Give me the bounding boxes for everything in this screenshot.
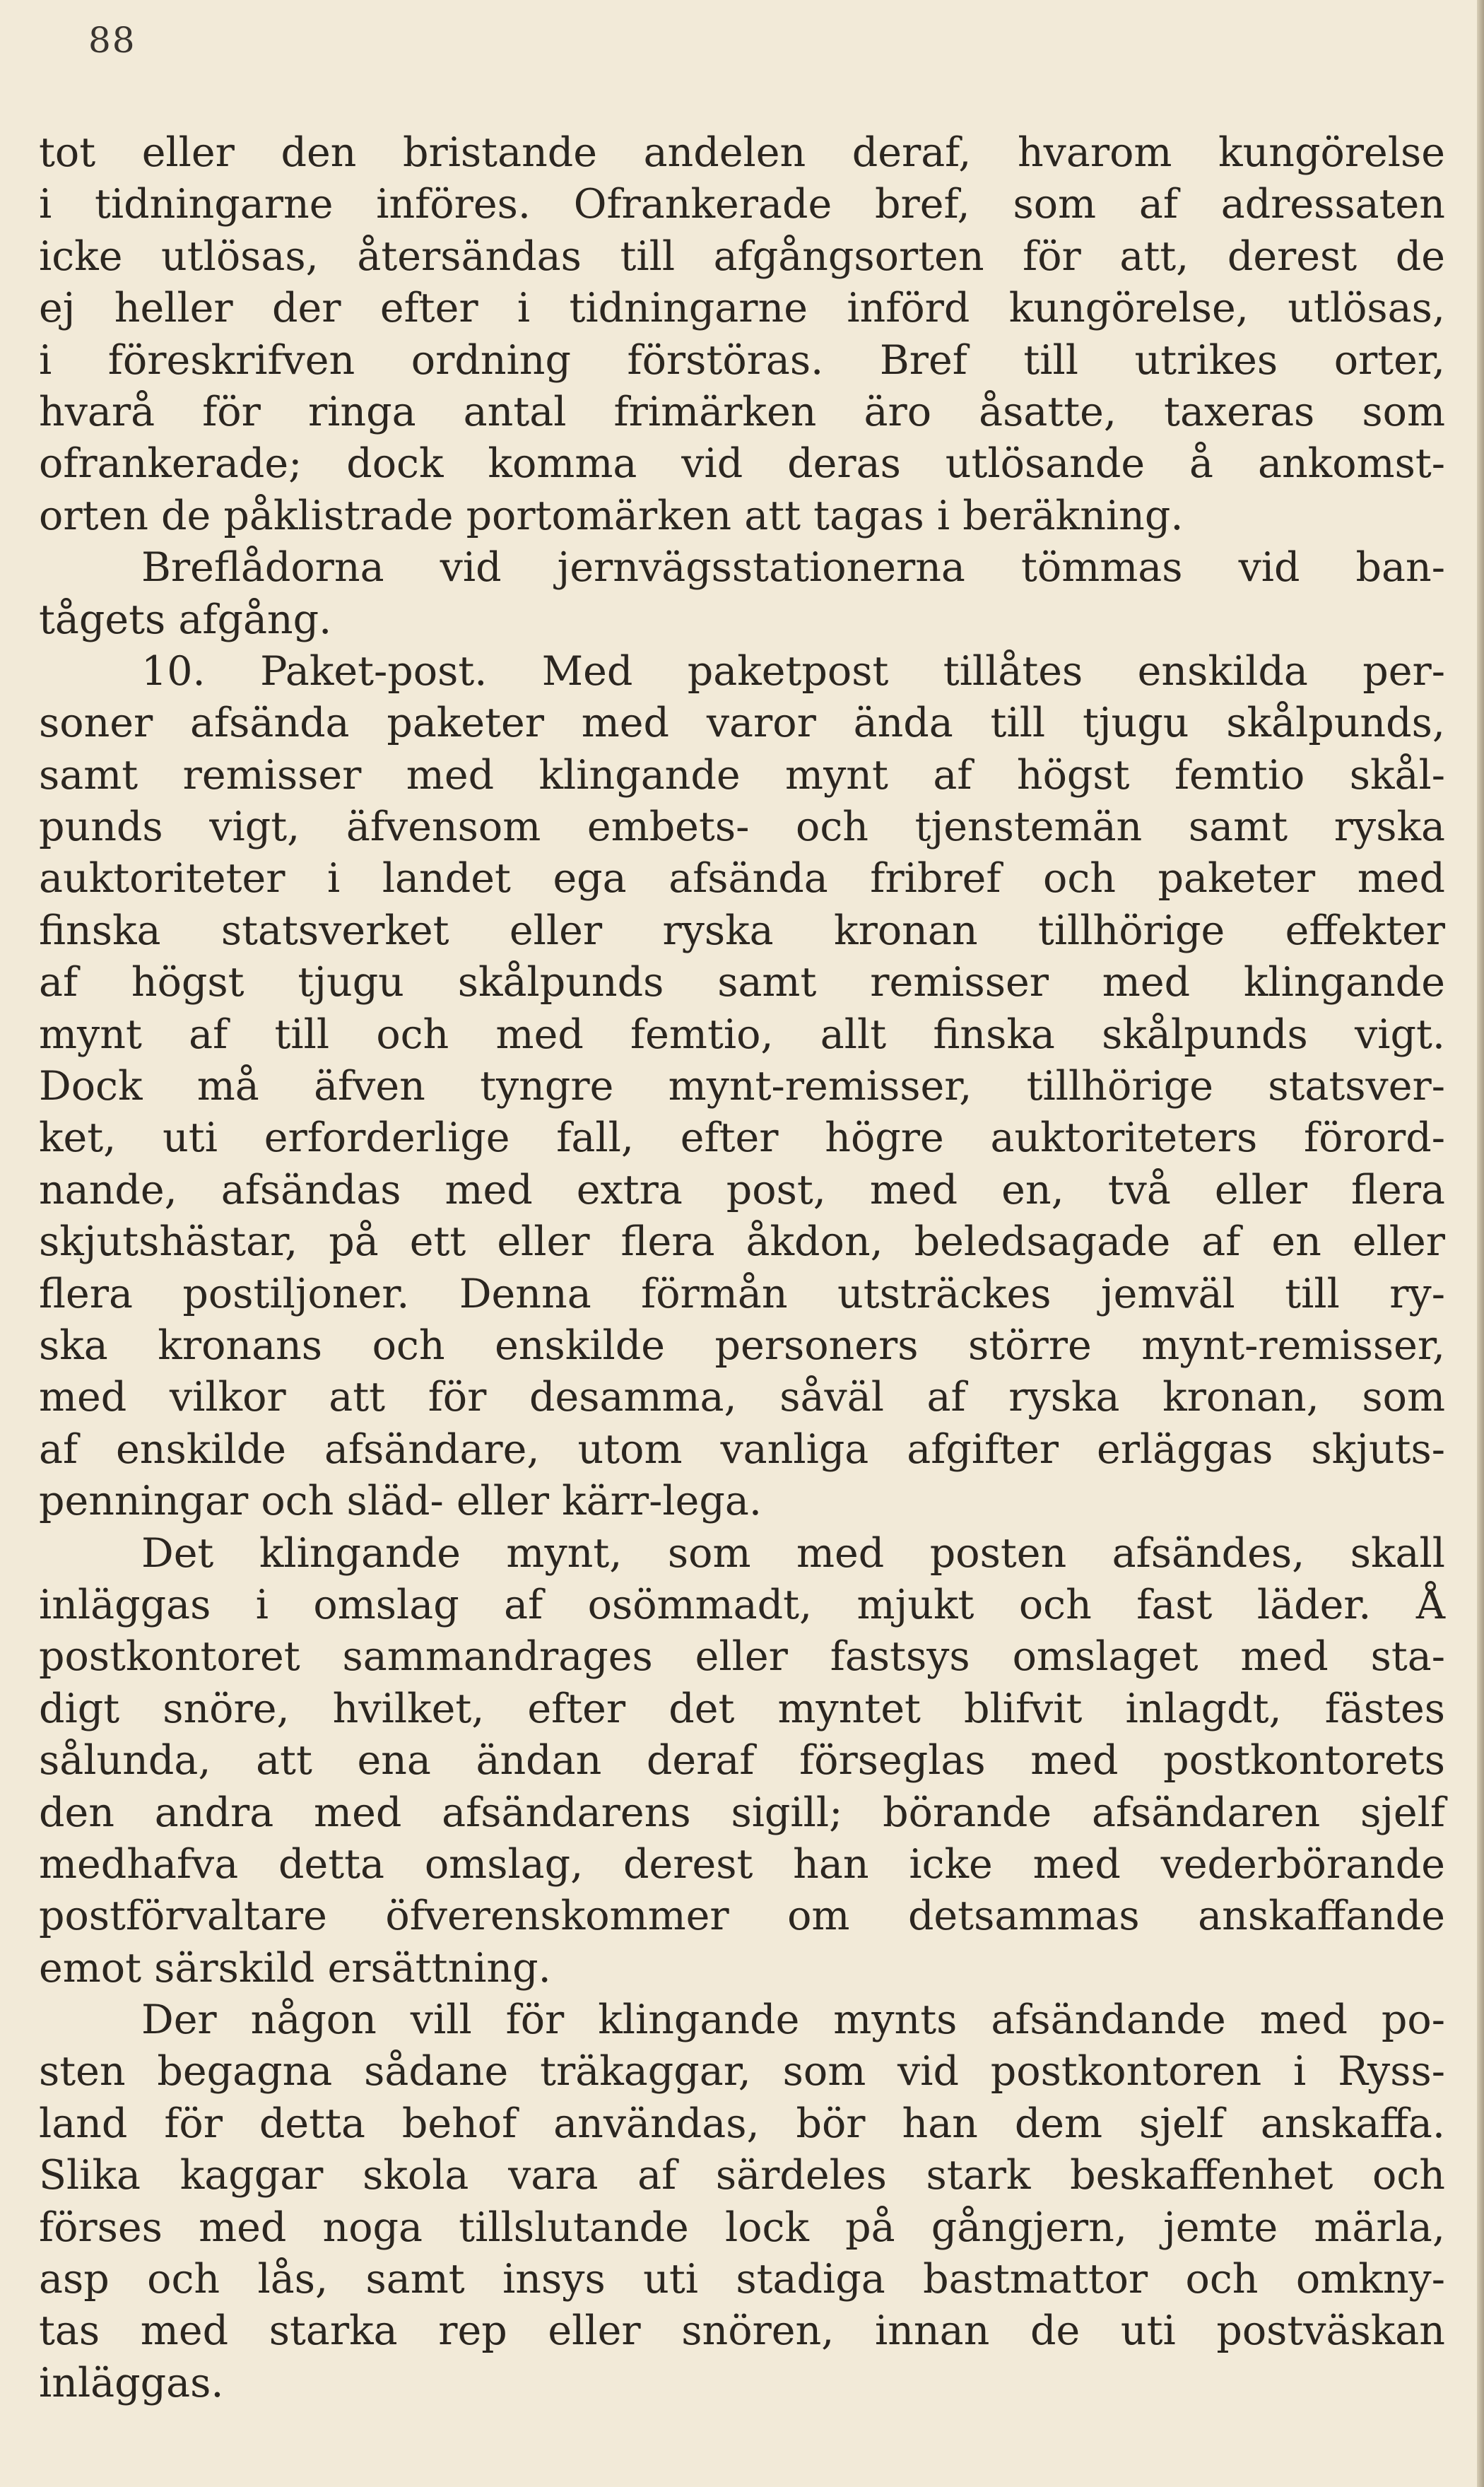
text-line: tot eller den bristande andelen deraf, hvarom kungörelse bbox=[39, 129, 1445, 176]
text-line: orten de påklistrade portomärken att tagas i beräkning. bbox=[39, 492, 1184, 539]
text-line: förses med noga tillslutande lock på gångjern, jemte märla, bbox=[39, 2204, 1445, 2251]
text-line: Slika kaggar skola vara af särdeles stark beskaffenhet och bbox=[39, 2152, 1445, 2199]
text-line: af enskilde afsändare, utom vanliga afgifter erläggas skjuts- bbox=[39, 1425, 1445, 1473]
body-text bbox=[39, 127, 1445, 2409]
text-line: penningar och släd- eller kärr-lega. bbox=[39, 1478, 762, 1525]
text-line: ej heller der efter i tidningarne införd kungörelse, utlösas, bbox=[39, 285, 1445, 332]
text-line: af högst tjugu skålpunds samt remisser med klingande bbox=[39, 959, 1445, 1006]
text-line: Breflådorna vid jernvägsstationerna tömmas vid ban- bbox=[141, 544, 1445, 592]
text-line: punds vigt, äfvensom embets- och tjenstemän samt ryska bbox=[39, 804, 1445, 851]
text-line: samt remisser med klingande mynt af högst femtio skål- bbox=[39, 751, 1445, 799]
text-line: emot särskild ersättning. bbox=[39, 1944, 551, 1992]
text-line: postkontoret sammandrages eller fastsys omslaget med sta- bbox=[39, 1633, 1445, 1681]
text-line: postförvaltare öfverenskommer om detsammas anskaffande bbox=[39, 1893, 1445, 1940]
text-line: i föreskrifven ordning förstöras. Bref till utrikes orter, bbox=[39, 336, 1445, 384]
text-line: digt snöre, hvilket, efter det myntet blifvit inlagdt, fästes bbox=[39, 1685, 1445, 1732]
text-line: ofrankerade; dock komma vid deras utlösande å ankomst- bbox=[39, 440, 1445, 488]
text-line: i tidningarne införes. Ofrankerade bref, som af adressaten bbox=[39, 181, 1445, 228]
text-line: nande, afsändas med extra post, med en, två eller flera bbox=[39, 1166, 1445, 1213]
page-number: 88 bbox=[88, 20, 136, 61]
text-line: ska kronans och enskilde personers större mynt-remisser, bbox=[39, 1322, 1445, 1369]
text-line: mynt af till och med femtio, allt finska skålpunds vigt. bbox=[39, 1011, 1445, 1058]
text-line: tas med starka rep eller snören, innan de uti postväskan bbox=[39, 2307, 1445, 2355]
text-line: skjutshästar, på ett eller flera åkdon, beledsagade af en eller bbox=[39, 1218, 1445, 1266]
text-line: medhafva detta omslag, derest han icke med vederbörande bbox=[39, 1840, 1445, 1888]
text-line: icke utlösas, återsändas till afgångsorten för att, derest de bbox=[39, 233, 1445, 280]
text-line: Det klingande mynt, som med posten afsändes, skall bbox=[141, 1529, 1445, 1577]
text-line: inläggas. bbox=[39, 2359, 224, 2406]
text-line: 10. Paket-post. Med paketpost tillåtes enskilda per- bbox=[141, 647, 1445, 695]
text-line: soner afsända paketer med varor ända till tjugu skålpunds, bbox=[39, 700, 1445, 747]
text-line: asp och lås, samt insys uti stadiga bastmattor och omkny- bbox=[39, 2256, 1445, 2303]
text-line: auktoriteter i landet ega afsända fribref och paketer med bbox=[39, 855, 1445, 903]
text-line: med vilkor att för desamma, såväl af ryska kronan, som bbox=[39, 1374, 1445, 1421]
text-line: den andra med afsändarens sigill; börande afsändaren sjelf bbox=[39, 1789, 1445, 1836]
text-line: tågets afgång. bbox=[39, 596, 332, 643]
text-line: hvarå för ringa antal frimärken äro åsatte, taxeras som bbox=[39, 388, 1445, 435]
page-edge bbox=[1477, 0, 1484, 2487]
text-line: finska statsverket eller ryska kronan tillhörige effekter bbox=[39, 907, 1445, 954]
text-line: flera postiljoner. Denna förmån utsträckes jemväl till ry- bbox=[39, 1270, 1445, 1317]
text-line: sålunda, att ena ändan deraf förseglas med postkontorets bbox=[39, 1737, 1445, 1785]
text-line: Dock må äfven tyngre mynt-remisser, tillhörige statsver- bbox=[39, 1063, 1445, 1110]
text-line: land för detta behof användas, bör han dem sjelf anskaffa. bbox=[39, 2100, 1445, 2147]
text-line: Der någon vill för klingande mynts afsändande med po- bbox=[141, 1997, 1445, 2044]
text-line: inläggas i omslag af osömmadt, mjukt och fast läder. Å bbox=[39, 1581, 1445, 1628]
text-line: ket, uti erforderlige fall, efter högre auktoriteters förord- bbox=[39, 1115, 1445, 1162]
text-line: sten begagna sådane träkaggar, som vid postkontoren i Ryss- bbox=[39, 2048, 1445, 2095]
